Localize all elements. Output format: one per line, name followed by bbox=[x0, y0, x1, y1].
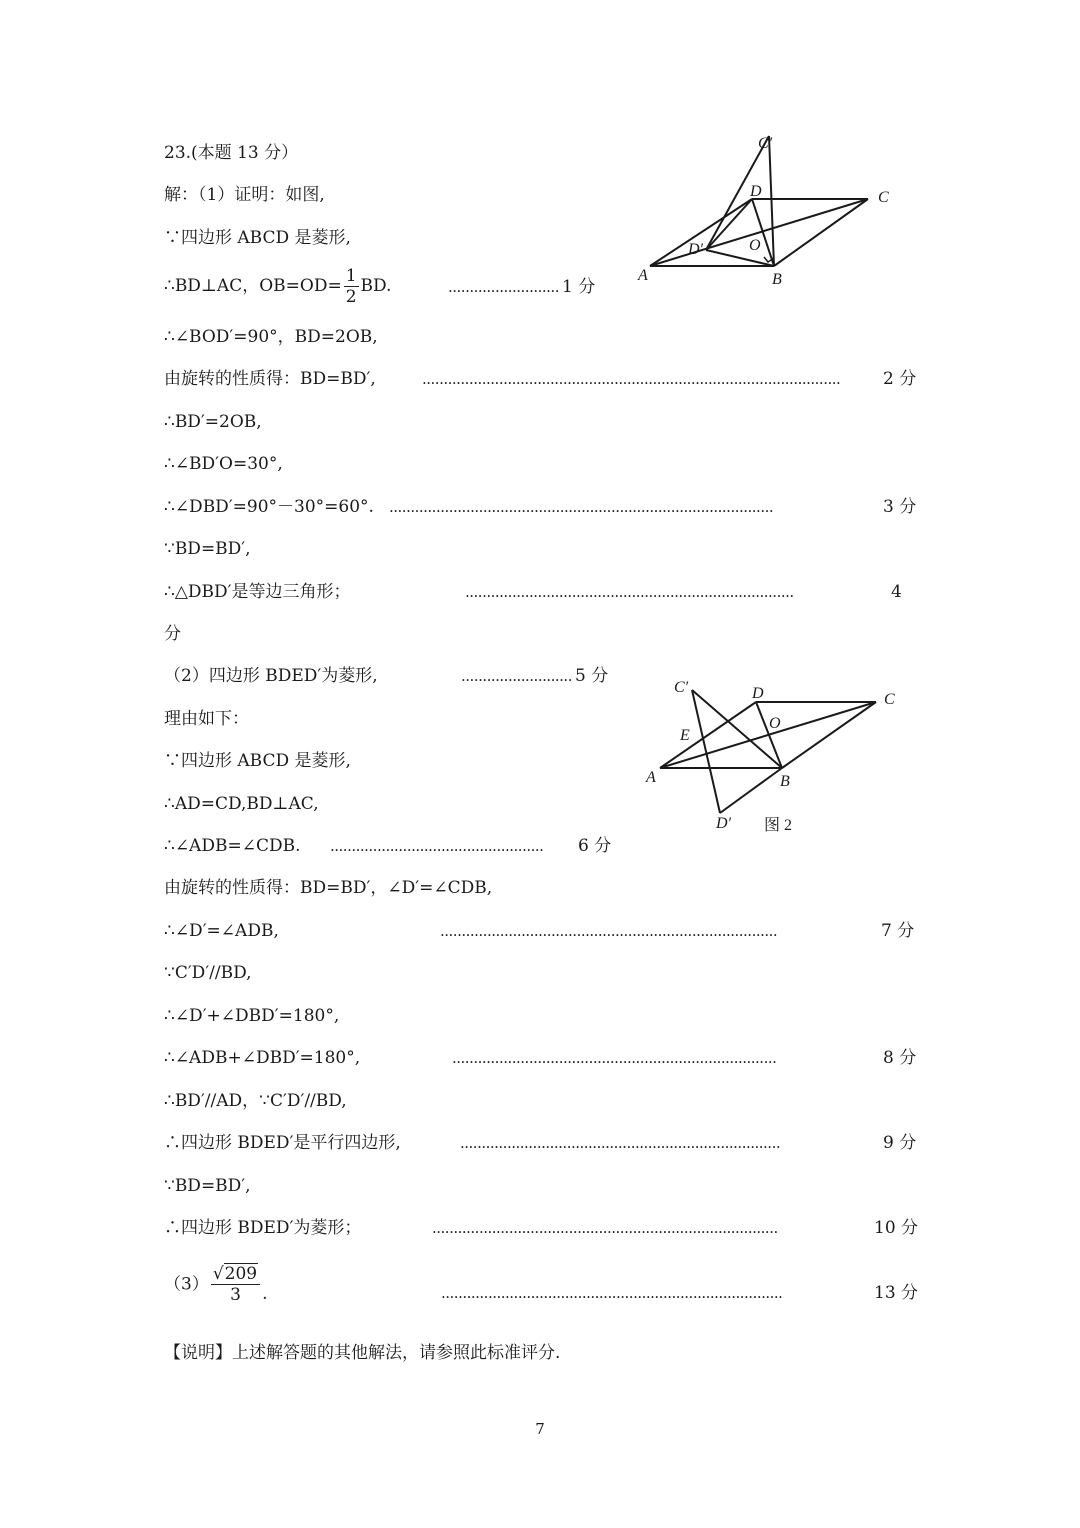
score-mark: 1 分 bbox=[562, 277, 596, 297]
leader-dots: .................................................. bbox=[330, 837, 544, 855]
score-mark: 6 分 bbox=[578, 836, 612, 856]
score-mark: 5 分 bbox=[575, 666, 609, 686]
answer-period: . bbox=[262, 1284, 268, 1304]
figure-caption: 图 2 bbox=[764, 817, 793, 834]
solution-line: 解：（1）证明：如图, bbox=[164, 185, 325, 205]
solution-line: ∴∠BOD′=90°，BD=2OB, bbox=[164, 327, 378, 347]
score-mark: 3 分 bbox=[883, 497, 917, 517]
leader-dots: .......................... bbox=[461, 667, 572, 685]
leader-dots: ............................................................................. bbox=[465, 583, 794, 601]
label-c-prime: C′ bbox=[758, 135, 773, 152]
equation-text: ∴BD⊥AC，OB=OD= bbox=[164, 276, 342, 296]
score-mark: 7 分 bbox=[881, 921, 915, 941]
score-mark: 9 分 bbox=[883, 1133, 917, 1153]
solution-line: 由旋转的性质得：BD=BD′, bbox=[164, 369, 376, 389]
leader-dots: ................................................................................. bbox=[432, 1219, 778, 1237]
fraction-numerator: 1 bbox=[345, 266, 357, 286]
score-mark: 13 分 bbox=[874, 1283, 919, 1303]
problem-heading: 23.(本题 13 分） bbox=[164, 143, 299, 163]
page-number: 7 bbox=[535, 1420, 545, 1438]
leader-dots: ............................................................................... bbox=[440, 922, 778, 940]
solution-line: ∴△DBD′是等边三角形； bbox=[164, 582, 351, 602]
segment bbox=[782, 702, 876, 768]
leader-dots: ............................................................................ bbox=[452, 1049, 777, 1067]
score-mark: 10 分 bbox=[874, 1218, 919, 1238]
score-wrap: 分 bbox=[164, 624, 181, 644]
solution-line: ∵BD=BD′, bbox=[164, 539, 251, 559]
geometry-figure-1 bbox=[630, 128, 910, 288]
solution-line: ∵四边形 ABCD 是菱形, bbox=[164, 228, 351, 248]
solution-line: ∴BD′//AD，∵C′D′//BD, bbox=[164, 1091, 347, 1111]
label-b: B bbox=[772, 271, 782, 288]
leader-dots: .......................................................................................... bbox=[389, 498, 774, 516]
label-b: B bbox=[780, 773, 790, 790]
score-mark: 8 分 bbox=[883, 1048, 917, 1068]
geometry-figure-2 bbox=[640, 676, 910, 846]
solution-line: （2）四边形 BDED′为菱形, bbox=[164, 666, 378, 686]
solution-line: 由旋转的性质得：BD=BD′，∠D′=∠CDB, bbox=[164, 878, 493, 898]
segment bbox=[769, 136, 774, 266]
fraction-half bbox=[344, 266, 359, 307]
solution-line bbox=[164, 266, 391, 307]
label-c-prime: C′ bbox=[674, 679, 689, 696]
fraction-denominator: 2 bbox=[345, 287, 357, 307]
solution-line: ∴∠D′+∠DBD′=180°, bbox=[164, 1006, 340, 1026]
segment bbox=[706, 250, 774, 266]
solution-line: ∵C′D′//BD, bbox=[164, 963, 252, 983]
solution-line: ∴四边形 BDED′为菱形； bbox=[164, 1218, 362, 1238]
solution-line: ∴∠ADB+∠DBD′=180°, bbox=[164, 1048, 361, 1068]
label-o: O bbox=[749, 237, 761, 254]
solution-line: 理由如下： bbox=[164, 709, 249, 729]
score-mark: 4 bbox=[891, 582, 902, 602]
segment bbox=[756, 702, 782, 768]
fraction-numerator: √209 bbox=[211, 1264, 260, 1285]
solution-line: ∴∠BD′O=30°, bbox=[164, 454, 283, 474]
label-a: A bbox=[638, 267, 648, 284]
label-c: C bbox=[878, 189, 889, 206]
segment bbox=[720, 768, 782, 813]
leader-dots: .......................... bbox=[448, 278, 559, 296]
leader-dots: ................................................................................ bbox=[441, 1284, 783, 1302]
grading-note: 【说明】上述解答题的其他解法，请参照此标准评分. bbox=[164, 1343, 561, 1363]
solution-line: ∵四边形 ABCD 是菱形, bbox=[164, 751, 351, 771]
solution-line: ∵BD=BD′, bbox=[164, 1176, 251, 1196]
solution-line: ∴四边形 BDED′是平行四边形, bbox=[164, 1133, 401, 1153]
label-d: D bbox=[752, 685, 764, 702]
sqrt-radicand: 209 bbox=[224, 1264, 258, 1284]
solution-line bbox=[164, 1264, 268, 1305]
label-a: A bbox=[646, 769, 656, 786]
label-d: D bbox=[750, 183, 762, 200]
leader-dots: .................................................................................................. bbox=[422, 370, 841, 388]
label-d-prime: D′ bbox=[716, 815, 732, 832]
solution-line: ∴AD=CD,BD⊥AC, bbox=[164, 794, 319, 814]
solution-line: ∴∠ADB=∠CDB. bbox=[164, 836, 301, 856]
solution-line: ∴BD′=2OB, bbox=[164, 412, 262, 432]
leader-dots: ........................................................................... bbox=[460, 1134, 781, 1152]
label-c: C bbox=[884, 691, 895, 708]
segment bbox=[650, 199, 868, 266]
part-label: （3） bbox=[164, 1274, 209, 1295]
score-mark: 2 分 bbox=[883, 369, 917, 389]
solution-line: ∴∠D′=∠ADB, bbox=[164, 921, 279, 941]
segment bbox=[774, 199, 868, 266]
fraction-denominator: 3 bbox=[230, 1285, 241, 1305]
label-e: E bbox=[680, 727, 690, 744]
label-d-prime: D′ bbox=[688, 241, 704, 258]
solution-line: ∴∠DBD′=90°－30°=60°. bbox=[164, 497, 374, 517]
segment bbox=[752, 199, 774, 266]
answer-fraction bbox=[211, 1264, 260, 1305]
label-o: O bbox=[769, 715, 781, 732]
equation-text: BD. bbox=[360, 276, 392, 296]
